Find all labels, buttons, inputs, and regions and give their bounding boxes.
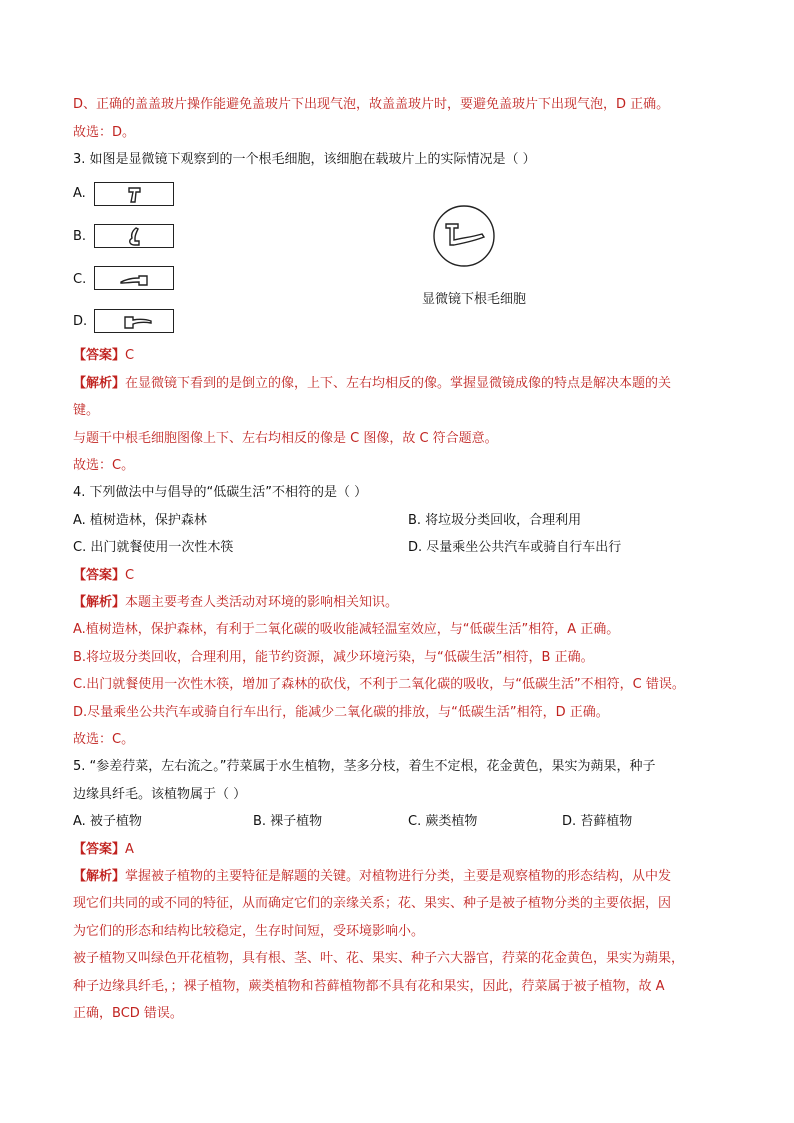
- q5-analysis-4: 被子植物又叫绿色开花植物，具有根、茎、叶、花、果实、种子六大器官，荇菜的花金黄色，果实为蒴果，: [73, 951, 685, 966]
- q4-analysis-1: [73, 594, 398, 612]
- analysis-text: 本题主要考查人类活动对环境的影响相关知识。: [125, 595, 399, 610]
- q5-stem-1: 5. “参差荇菜，左右流之。”荇菜属于水生植物，茎多分枝，着生不定根，花金黄色，果实为蒴果，种子: [73, 759, 656, 774]
- q3-option-d-image: [94, 309, 174, 333]
- q3-option-c-label: C.: [73, 272, 87, 287]
- q5-option-d: D. 苔藓植物: [562, 814, 633, 829]
- q4-option-c: C. 出门就餐使用一次性木筷: [73, 540, 234, 555]
- q3-analysis-3: 与题干中根毛细胞图像上下、左右均相反的像是 C 图像，故 C 符合题意。: [73, 431, 498, 446]
- q4-analysis-5: D.尽量乘坐公共汽车或骑自行车出行，能减少二氧化碳的排放，与“低碳生活”相符，D 正确。: [73, 705, 609, 720]
- analysis-text: 在显微镜下看到的是倒立的像，上下、左右均相反的像。掌握显微镜成像的特点是解决本题的关: [125, 376, 672, 391]
- q3-stem: 3. 如图是显微镜下观察到的一个根毛细胞，该细胞在载玻片上的实际情况是（ ）: [73, 152, 536, 167]
- q4-answer: [73, 567, 134, 585]
- q4-option-d: D. 尽量乘坐公共汽车或骑自行车出行: [408, 540, 622, 555]
- q5-option-b: B. 裸子植物: [253, 814, 323, 829]
- q3-option-b-image: [94, 224, 174, 248]
- q3-analysis-4: 故选：C。: [73, 458, 135, 473]
- q4-option-a: A. 植树造林，保护森林: [73, 513, 207, 528]
- q3-option-d-label: D.: [73, 314, 88, 329]
- answer-tag: 【答案】: [73, 348, 126, 363]
- q3-option-a-image: [94, 182, 174, 206]
- q5-stem-2: 边缘具纤毛。该植物属于（ ）: [73, 787, 247, 802]
- q5-analysis-2: 现它们共同的或不同的特征，从而确定它们的亲缘关系；花、果实、种子是被子植物分类的主要依据，因: [73, 896, 672, 911]
- analysis-tag: 【解析】: [73, 376, 126, 391]
- figure-caption: 显微镜下根毛细胞: [422, 292, 527, 307]
- intro-line-2: 故选：D。: [73, 125, 136, 140]
- q3-option-a-label: A.: [73, 186, 86, 201]
- q5-analysis-5: 种子边缘具纤毛，；裸子植物，蕨类植物和苔藓植物都不具有花和果实，因此，荇菜属于被子植物，故 A: [73, 979, 665, 994]
- analysis-text: 掌握被子植物的主要特征是解题的关键。对植物进行分类，主要是观察植物的形态结构，从中发: [125, 869, 672, 884]
- q4-analysis-3: B.将垃圾分类回收，合理利用，能节约资源，减少环境污染，与“低碳生活”相符，B 正确。: [73, 650, 594, 665]
- q5-answer: [73, 841, 134, 859]
- analysis-tag: 【解析】: [73, 869, 126, 884]
- root-hair-cell-figure: [432, 204, 496, 268]
- q3-analysis-2: 键。: [73, 403, 100, 418]
- q4-option-b: B. 将垃圾分类回收，合理利用: [408, 513, 582, 528]
- q3-answer: [73, 347, 134, 365]
- q3-analysis-1: [73, 375, 671, 393]
- answer-tag: 【答案】: [73, 568, 126, 583]
- q4-stem: 4. 下列做法中与倡导的“低碳生活”不相符的是（ ）: [73, 485, 368, 500]
- q5-analysis-6: 正确，BCD 错误。: [73, 1006, 183, 1021]
- answer-value: C: [125, 348, 135, 363]
- q3-option-c-image: [94, 266, 174, 290]
- q5-option-c: C. 蕨类植物: [408, 814, 478, 829]
- answer-tag: 【答案】: [73, 842, 126, 857]
- q4-analysis-2: A.植树造林，保护森林，有利于二氧化碳的吸收能减轻温室效应，与“低碳生活”相符，A 正确。: [73, 622, 620, 637]
- q5-option-a: A. 被子植物: [73, 814, 142, 829]
- analysis-tag: 【解析】: [73, 595, 126, 610]
- q4-analysis-6: 故选：C。: [73, 732, 135, 747]
- q5-analysis-1: [73, 868, 671, 886]
- answer-value: A: [125, 842, 134, 857]
- q5-analysis-3: 为它们的形态和结构比较稳定，生存时间短，受环境影响小。: [73, 924, 425, 939]
- answer-value: C: [125, 568, 135, 583]
- q3-option-b-label: B.: [73, 229, 87, 244]
- intro-line-1: D、正确的盖盖玻片操作能避免盖玻片下出现气泡，故盖盖玻片时，要避免盖玻片下出现气泡，D 正确。: [73, 97, 670, 112]
- q4-analysis-4: C.出门就餐使用一次性木筷，增加了森林的砍伐，不利于二氧化碳的吸收，与“低碳生活”不相符，C 错误。: [73, 677, 685, 692]
